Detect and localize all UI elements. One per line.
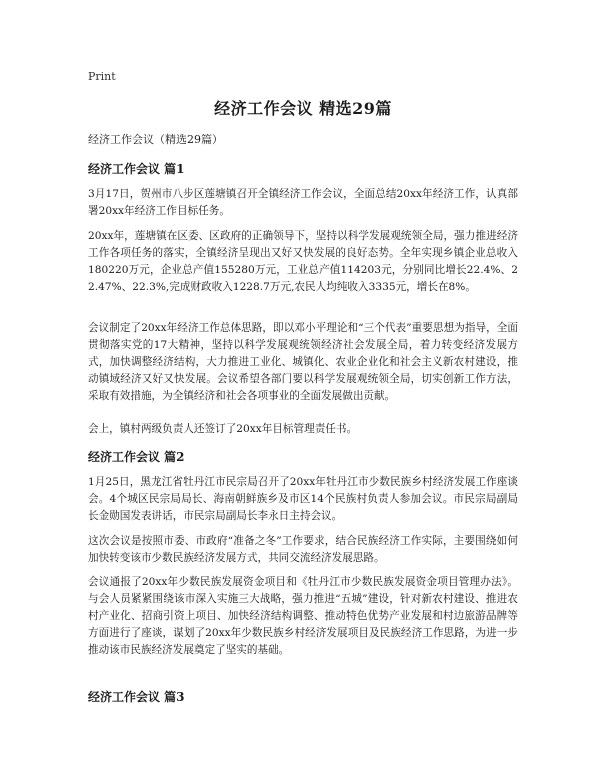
paragraph: 会上，镇村两级负责人还签订了20xx年目标管理责任书。 — [88, 423, 358, 435]
document-subtitle: 经济工作会议（精选29篇） — [88, 133, 223, 146]
paragraph: 会议通报了20xx年少数民族发展资金项目和《牡丹江市少数民族发展资金项目管理办法》。与会人员紧紧围绕该市深入实施三大战略，强力推进“五城”建设，针对新农村建设、推进农村产业化、招商引资上项目、加快经济结构调整、推动特色优势产业发展和村边旅游品牌等方面进行了座谈，谋划了20xx年少数民族乡村经济发展项目及民族经济工作思路，为进一步推动该市民族经济发展奠定了坚实的基础。 — [88, 576, 518, 656]
print-label: Print — [88, 70, 116, 83]
paragraph: 这次会议是按照市委、市政府“准备之冬”工作要求，结合民族经济工作实际，主要围绕如何加快转变该市少数民族经济发展方式，共同交流经济发展思路。 — [88, 535, 518, 564]
paragraph: 3月17日，贺州市八步区莲塘镇召开全镇经济工作会议，全面总结20xx年经济工作，认真部署20xx年经济工作目标任务。 — [88, 188, 518, 217]
section-heading-3: 经济工作会议 篇3 — [88, 690, 185, 704]
paragraph: 会议制定了20xx年经济工作总体思路，即以邓小平理论和“三个代表”重要思想为指导，全面贯彻落实党的17大精神，坚持以科学发展观统领经济社会发展全局，着力转变经济发展方式，加快调整经济结构，大力推进工业化、城镇化、农业企业化和社会主义新农村建设，推动镇域经济又好又快发展。会议希望各部门要以科学发展观统领全局，切实创新工作方法，采取有效措施，为全镇经济和社会各项事业的全面发展做出贡献。 — [88, 322, 518, 402]
section-heading-2: 经济工作会议 篇2 — [88, 450, 185, 464]
paragraph: 20xx年，莲塘镇在区委、区政府的正确领导下，坚持以科学发展观统领全局，强力推进经济工作各项任务的落实，全镇经济呈现出又好又快发展的良好态势。全年实现乡镇企业总收入180220万元，企业总产值155280万元，工业总产值114203元，分别同比增长22.4%、22.47%、22.3%,完成财政收入1228.7万元,农民人均纯收入3335元，增长在8%。 — [88, 230, 518, 293]
section-heading-1: 经济工作会议 篇1 — [88, 162, 185, 176]
paragraph: 1月25日，黑龙江省牡丹江市民宗局召开了20xx年牡丹江市少数民族乡村经济发展工作座谈会。4个城区民宗局局长、海南朝鲜族乡及市区14个民族村负责人参加会议。市民宗局副局长金勋国发表讲话，市民宗局副局长李永日主持会议。 — [88, 476, 518, 522]
document-title: 经济工作会议 精选29篇 — [214, 99, 392, 118]
